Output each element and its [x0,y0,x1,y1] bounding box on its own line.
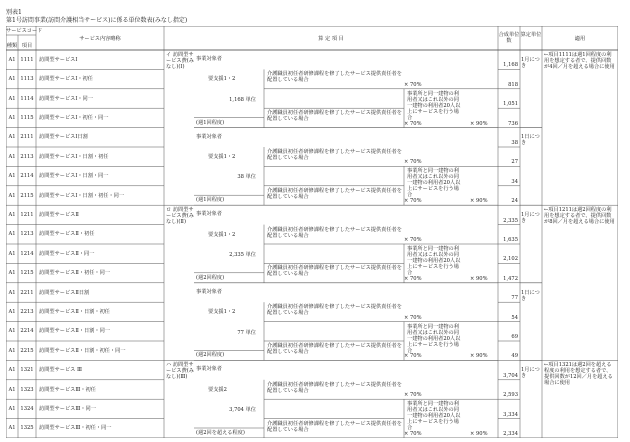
frequency: (週2回程度) [196,352,225,359]
row-units: 69 [511,334,518,340]
row-name: 訪問型サービスⅠ日割 [39,134,88,141]
col-units: 合成単位数 [498,32,520,44]
support-label: 要支援1・2 [208,309,236,316]
trainee-condition: 介護職員初任者研修課程を修了したサービス提供責任者を配置している場合 [267,381,402,394]
application-note: ←項目1211は週2回程度の利用を想定する者で、提供回数が8回／月を超える場合に使用 [544,207,615,226]
row-units: 27 [511,159,518,166]
rate-70: × 70% [404,431,422,437]
row-item: 1114 [20,95,34,102]
row-item: 1211 [20,211,34,218]
group-label: ハ 訪問型サービス費(みなし)(Ⅲ) [166,362,194,381]
base-units: 38 単位 [237,174,256,181]
row-kind: A1 [8,192,16,199]
col-content: サービス内容略称 [79,36,121,42]
application-note: ←項目1321は週2回を超える程度の利用を想定する者で、提供回数が12回／月を超える場合に使用 [544,362,613,387]
row-units: 736 [508,120,518,127]
row-name: 訪問型サービスⅡ・同一 [39,250,95,257]
rate-70: × 70% [404,314,422,321]
same-building-condition: 事業所と同一建物の利用者又はこれ以外の同一建物の利用者20人以上にサービスを行う場合 [407,401,461,432]
rate-90: × 90% [470,275,488,282]
row-name: 訪問型サービスⅢ・同一 [39,405,96,412]
row-item: 2111 [20,134,34,141]
target-label: 事業対象者 [196,56,222,62]
row-kind: A1 [8,114,16,121]
row-name: 訪問型サービスⅡ・初任 [39,231,95,238]
rate-70: × 70% [404,159,422,166]
row-kind: A1 [8,386,16,393]
trainee-condition: 介護職員初任者研修課程を修了したサービス提供責任者を配置している場合 [267,149,402,161]
row-name: 訪問型サービスⅠ・日割・同一 [39,173,109,180]
row-item: 1111 [20,56,34,63]
target-label: 事業対象者 [196,211,222,218]
row-name: 訪問型サービスⅡ・日割・初任・同一 [39,347,126,354]
row-units: 1,635 [503,237,518,243]
row-item: 1115 [20,114,34,121]
row-name: 訪問型サービスⅡ・日割・同一 [39,328,110,335]
trainee-condition: 介護職員初任者研修課程を修了したサービス提供責任者を配置している場合 [267,71,402,84]
rate-70: × 70% [404,120,422,127]
trainee-condition: 介護職員初任者研修課程を修了したサービス提供責任者を配置している場合 [267,304,402,317]
same-building-condition: 事業所と同一建物の利用者又はこれ以外の同一建物の利用者20人以上にサービスを行う場合 [407,90,461,121]
row-item: 1113 [20,76,34,83]
rate-70: × 70% [404,81,422,88]
row-name: 訪問型サービスⅡ・初任・同一 [39,270,110,277]
support-label: 要支援1・2 [208,154,236,160]
support-label: 要支援2 [208,386,227,393]
calc-unit-label: 1日につき [521,134,540,147]
row-kind: A1 [8,289,16,296]
target-label: 事業対象者 [196,288,222,295]
row-units: 1,168 [503,62,518,69]
col-calc-items: 算 定 項 目 [318,36,344,42]
row-item: 1215 [20,270,34,277]
trainee-condition: 介護職員初任者研修課程を修了したサービス提供責任者を配置している場合 [267,265,402,278]
row-units: 77 [511,295,518,302]
row-kind: A1 [8,231,16,238]
row-name: 訪問型サービスⅡ [39,211,79,218]
row-kind: A1 [8,134,16,141]
row-name: 訪問型サービスⅠ・同一 [39,95,93,102]
calc-unit-label: 1月につき [521,56,540,69]
row-units: 2,593 [503,392,518,399]
calc-unit-label: 1月につき [521,367,540,380]
row-kind: A1 [8,76,16,83]
row-kind: A1 [8,56,16,63]
rate-70: × 70% [404,353,422,360]
col-item: 項目 [21,43,33,49]
frequency: (週1回程度) [196,119,225,126]
row-kind: A1 [8,405,16,412]
same-building-condition: 事業所と同一建物の利用者又はこれ以外の同一建物の利用者20人以上にサービスを行う場合 [407,168,461,199]
row-item: 1324 [20,405,34,412]
row-item: 2114 [20,173,34,180]
rate-90: × 90% [470,353,488,360]
row-name: 訪問型サービスⅠ・日割・初任 [39,153,109,160]
row-item: 2211 [20,289,34,296]
row-name: 訪問型サービスⅡ日割 [39,289,90,296]
rate-90: × 90% [470,198,488,205]
same-building-condition: 事業所と同一建物の利用者又はこれ以外の同一建物の利用者20人以上にサービスを行う場合 [407,246,461,276]
row-kind: A1 [8,153,16,160]
row-kind: A1 [8,250,16,257]
row-units: 34 [511,178,518,185]
col-application: 適用 [574,36,586,42]
row-name: 訪問型サービスⅢ・初任 [39,386,96,393]
row-item: 1214 [20,250,34,257]
base-units: 2,335 単位 [229,252,256,258]
row-item: 2213 [20,308,34,315]
calc-unit-label: 1月につき [521,211,540,224]
group-label: イ 訪問型サービス費(みなし)(Ⅰ) [166,52,194,70]
page-title: 第1号訪問事業(訪問介護相当サービス)に係る単位数表(みなし指定) [6,17,188,24]
row-name: 訪問型サービス Ⅲ [39,367,82,374]
row-units: 1,051 [503,101,518,108]
row-name: 訪問型サービスⅢ・初任・同一 [39,425,112,432]
row-units: 2,102 [503,256,518,263]
base-units: 3,704 単位 [229,407,256,414]
row-kind: A1 [8,328,16,335]
row-units: 49 [511,353,518,360]
row-units: 3,704 [503,372,518,379]
col-calc-unit: 算定単位 [520,32,542,38]
target-label: 事業対象者 [196,366,222,373]
row-name: 訪問型サービスⅠ・日割・初任・同一 [39,192,125,199]
row-kind: A1 [8,347,16,354]
row-kind: A1 [8,425,16,432]
row-item: 1323 [20,386,34,393]
row-item: 2113 [20,153,34,160]
row-name: 訪問型サービスⅡ・日割・初任 [39,308,110,315]
application-note: ←項目1111は週1回程度の利用を想定する者で、提供回数が4回／月を超える場合に使用 [544,52,615,70]
row-name: 訪問型サービスⅠ [39,56,78,63]
row-units: 38 [511,140,518,146]
group-label: ロ 訪問型サービス費(みなし)(Ⅱ) [166,207,194,226]
same-building-condition: 事業所と同一建物の利用者又はこれ以外の同一建物の利用者20人以上にサービスを行う場合 [407,323,461,354]
support-label: 要支援1・2 [208,231,236,238]
rate-70: × 70% [404,275,422,282]
col-kind: 種類 [6,43,18,49]
row-units: 818 [508,81,518,88]
frequency: (週2回程度) [196,274,225,281]
trainee-condition: 介護職員初任者研修課程を修了したサービス提供責任者を配置している場合 [267,420,402,433]
trainee-condition: 介護職員初任者研修課程を修了したサービス提供責任者を配置している場合 [267,110,402,123]
col-service-code: サービスコード [6,28,43,34]
calc-unit-label: 1日につき [521,289,540,302]
row-item: 1213 [20,231,34,238]
row-units: 3,334 [503,411,518,418]
rate-70: × 70% [404,198,422,205]
rate-70: × 70% [404,392,422,399]
trainee-condition: 介護職員初任者研修課程を修了したサービス提供責任者を配置している場合 [267,226,402,239]
target-label: 事業対象者 [196,133,222,140]
rate-90: × 90% [470,120,488,127]
row-item: 2214 [20,328,34,335]
frequency: (週2回を超える程度) [196,430,245,436]
row-item: 1321 [20,367,34,374]
row-units: 54 [511,314,518,321]
row-kind: A1 [8,173,16,180]
row-kind: A1 [8,95,16,102]
rate-70: × 70% [404,237,422,243]
row-kind: A1 [8,211,16,218]
row-units: 1,472 [503,275,518,282]
row-units: 24 [511,198,518,205]
annex-label: 別表1 [6,9,22,16]
row-kind: A1 [8,367,16,374]
row-units: 2,335 [503,217,518,224]
frequency: (週1回程度) [196,197,225,204]
row-item: 2215 [20,347,34,354]
row-item: 1325 [20,425,34,432]
row-name: 訪問型サービスⅠ・初任・同一 [39,114,109,121]
unit-table [6,26,618,438]
row-kind: A1 [8,308,16,315]
trainee-condition: 介護職員初任者研修課程を修了したサービス提供責任者を配置している場合 [267,187,402,200]
row-units: 2,334 [503,431,518,437]
base-units: 1,168 単位 [229,96,256,103]
base-units: 77 単位 [237,329,256,336]
row-kind: A1 [8,270,16,277]
trainee-condition: 介護職員初任者研修課程を修了したサービス提供責任者を配置している場合 [267,343,402,355]
support-label: 要支援1・2 [208,76,236,83]
rate-90: × 90% [470,431,488,437]
row-name: 訪問型サービスⅠ・初任 [39,76,93,83]
row-item: 2115 [20,192,34,199]
